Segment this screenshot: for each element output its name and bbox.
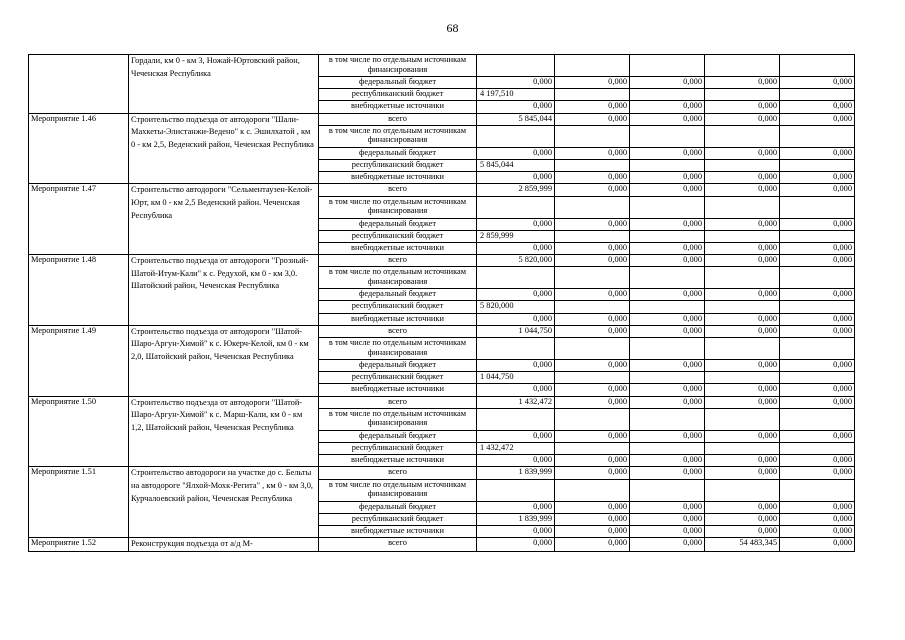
funding-source: федеральный бюджет [319, 77, 477, 89]
amount-cell: 0,000 [705, 172, 780, 184]
funding-source: федеральный бюджет [319, 218, 477, 230]
event-description: Строительство автодороги "Сельментаузен-Келой-Юрт, км 0 - км 2,5 Веденский район. Чеченская Республика [129, 184, 319, 255]
amount-cell [705, 159, 780, 171]
amount-cell [705, 479, 780, 501]
funding-source: республиканский бюджет [319, 513, 477, 525]
page-number: 68 [446, 21, 459, 35]
amount-cell [705, 55, 780, 77]
funding-source: в том числе по отдельным источникам финансирования [319, 338, 477, 360]
amount-cell: 0,000 [630, 360, 705, 372]
amount-cell: 4 197,510 [477, 89, 555, 101]
amount-cell: 0,000 [780, 384, 855, 396]
amount-cell [555, 408, 630, 430]
funding-source: внебюджетные источники [319, 384, 477, 396]
amount-cell: 0,000 [705, 255, 780, 267]
funding-source: внебюджетные источники [319, 242, 477, 254]
amount-cell: 0,000 [630, 430, 705, 442]
amount-cell [705, 301, 780, 313]
funding-source: в том числе по отдельным источникам финансирования [319, 55, 477, 77]
amount-cell [555, 442, 630, 454]
amount-cell: 0,000 [477, 501, 555, 513]
amount-cell: 0,000 [780, 396, 855, 408]
amount-cell [477, 338, 555, 360]
amount-cell: 0,000 [555, 396, 630, 408]
amount-cell: 0,000 [555, 255, 630, 267]
amount-cell: 0,000 [780, 313, 855, 325]
amount-cell: 0,000 [705, 360, 780, 372]
amount-cell [780, 159, 855, 171]
table-row [29, 184, 855, 196]
amount-cell: 0,000 [555, 525, 630, 537]
amount-cell: 0,000 [477, 147, 555, 159]
amount-cell: 0,000 [477, 218, 555, 230]
funding-source: в том числе по отдельным источникам финансирования [319, 267, 477, 289]
amount-cell: 0,000 [555, 313, 630, 325]
amount-cell [555, 338, 630, 360]
amount-cell: 0,000 [780, 218, 855, 230]
amount-cell: 0,000 [780, 525, 855, 537]
amount-cell: 0,000 [780, 360, 855, 372]
amount-cell: 0,000 [477, 455, 555, 467]
amount-cell [780, 89, 855, 101]
amount-cell: 0,000 [705, 467, 780, 479]
event-description: Строительство подъезда от автодороги "Шали-Махкеты-Элистанжи-Ведено" к с. Эшилхатой , км 0 - км 2,5, Веденский район, Чеченская Республика [129, 113, 319, 184]
funding-source: внебюджетные источники [319, 172, 477, 184]
event-label: Мероприятие 1.46 [29, 113, 129, 184]
amount-cell [780, 442, 855, 454]
amount-cell [555, 301, 630, 313]
funding-table [28, 54, 855, 552]
amount-cell: 0,000 [705, 101, 780, 113]
amount-cell [555, 196, 630, 218]
amount-cell: 0,000 [477, 360, 555, 372]
amount-cell: 0,000 [780, 513, 855, 525]
amount-cell: 0,000 [630, 325, 705, 337]
funding-source: в том числе по отдельным источникам финансирования [319, 196, 477, 218]
amount-cell: 0,000 [630, 501, 705, 513]
amount-cell [555, 159, 630, 171]
funding-source: всего [319, 184, 477, 196]
amount-cell [630, 479, 705, 501]
amount-cell: 0,000 [630, 455, 705, 467]
amount-cell [630, 159, 705, 171]
amount-cell [705, 230, 780, 242]
event-label: Мероприятие 1.51 [29, 467, 129, 538]
table-row [29, 538, 855, 552]
amount-cell: 0,000 [477, 289, 555, 301]
funding-source: республиканский бюджет [319, 89, 477, 101]
amount-cell [477, 408, 555, 430]
amount-cell: 0,000 [477, 101, 555, 113]
amount-cell: 0,000 [477, 384, 555, 396]
amount-cell [780, 267, 855, 289]
amount-cell [705, 442, 780, 454]
funding-source: в том числе по отдельным источникам финансирования [319, 408, 477, 430]
amount-cell [555, 125, 630, 147]
amount-cell: 0,000 [705, 289, 780, 301]
amount-cell: 0,000 [780, 147, 855, 159]
funding-source: в том числе по отдельным источникам финансирования [319, 125, 477, 147]
amount-cell: 0,000 [477, 172, 555, 184]
amount-cell: 0,000 [705, 113, 780, 125]
amount-cell: 0,000 [555, 360, 630, 372]
amount-cell: 0,000 [477, 538, 555, 552]
amount-cell: 0,000 [780, 101, 855, 113]
amount-cell: 0,000 [705, 513, 780, 525]
amount-cell: 0,000 [555, 430, 630, 442]
amount-cell: 5 845,044 [477, 159, 555, 171]
amount-cell: 0,000 [780, 255, 855, 267]
event-label: Мероприятие 1.52 [29, 538, 129, 552]
amount-cell [630, 267, 705, 289]
funding-source: внебюджетные источники [319, 313, 477, 325]
amount-cell [780, 408, 855, 430]
amount-cell: 0,000 [477, 430, 555, 442]
amount-cell [705, 338, 780, 360]
amount-cell: 0,000 [780, 501, 855, 513]
amount-cell [705, 89, 780, 101]
amount-cell: 1 044,750 [477, 325, 555, 337]
amount-cell: 0,000 [630, 467, 705, 479]
amount-cell: 0,000 [555, 77, 630, 89]
amount-cell: 0,000 [705, 501, 780, 513]
amount-cell: 0,000 [555, 101, 630, 113]
amount-cell: 1 839,999 [477, 513, 555, 525]
amount-cell [630, 301, 705, 313]
amount-cell: 0,000 [705, 384, 780, 396]
amount-cell: 0,000 [555, 513, 630, 525]
funding-source: внебюджетные источники [319, 455, 477, 467]
amount-cell: 5 820,000 [477, 301, 555, 313]
amount-cell: 0,000 [705, 455, 780, 467]
amount-cell: 0,000 [630, 289, 705, 301]
amount-cell [780, 372, 855, 384]
amount-cell: 0,000 [705, 184, 780, 196]
amount-cell [555, 230, 630, 242]
event-description: Гордали, км 0 - км 3, Ножай-Юртовский район, Чеченская Республика [129, 55, 319, 114]
amount-cell [630, 125, 705, 147]
amount-cell: 0,000 [555, 113, 630, 125]
amount-cell [555, 372, 630, 384]
amount-cell: 0,000 [555, 538, 630, 552]
amount-cell: 0,000 [477, 77, 555, 89]
amount-cell: 0,000 [630, 218, 705, 230]
event-description: Строительство подъезда от автодороги "Шатой-Шаро-Аргун-Химой" к с. Юкерч-Келой, км 0 - км 2,0, Шатойский район, Чеченская Республика [129, 325, 319, 396]
amount-cell: 5 845,044 [477, 113, 555, 125]
funding-source: федеральный бюджет [319, 430, 477, 442]
amount-cell [555, 267, 630, 289]
amount-cell [477, 196, 555, 218]
amount-cell: 0,000 [630, 184, 705, 196]
event-label: Мероприятие 1.49 [29, 325, 129, 396]
amount-cell [705, 267, 780, 289]
funding-source: республиканский бюджет [319, 230, 477, 242]
amount-cell: 1 432,472 [477, 442, 555, 454]
amount-cell: 0,000 [780, 538, 855, 552]
amount-cell: 0,000 [780, 77, 855, 89]
funding-source: всего [319, 255, 477, 267]
amount-cell: 0,000 [555, 242, 630, 254]
amount-cell [705, 196, 780, 218]
funding-source: федеральный бюджет [319, 147, 477, 159]
amount-cell: 0,000 [555, 467, 630, 479]
amount-cell [630, 89, 705, 101]
amount-cell: 0,000 [555, 501, 630, 513]
amount-cell: 54 483,345 [705, 538, 780, 552]
amount-cell [630, 196, 705, 218]
table-row [29, 325, 855, 337]
table-row [29, 255, 855, 267]
amount-cell: 0,000 [477, 525, 555, 537]
amount-cell [477, 479, 555, 501]
event-label: Мероприятие 1.47 [29, 184, 129, 255]
amount-cell: 0,000 [555, 184, 630, 196]
amount-cell: 0,000 [705, 525, 780, 537]
amount-cell: 0,000 [705, 313, 780, 325]
amount-cell [780, 125, 855, 147]
funding-source: федеральный бюджет [319, 501, 477, 513]
amount-cell [477, 267, 555, 289]
amount-cell [705, 408, 780, 430]
amount-cell [780, 55, 855, 77]
amount-cell: 0,000 [630, 513, 705, 525]
funding-source: республиканский бюджет [319, 159, 477, 171]
amount-cell: 0,000 [555, 147, 630, 159]
amount-cell: 0,000 [477, 313, 555, 325]
amount-cell: 0,000 [705, 77, 780, 89]
amount-cell: 0,000 [705, 147, 780, 159]
amount-cell [555, 89, 630, 101]
funding-source: федеральный бюджет [319, 289, 477, 301]
amount-cell: 2 859,999 [477, 230, 555, 242]
amount-cell: 0,000 [705, 430, 780, 442]
amount-cell: 0,000 [780, 289, 855, 301]
event-description: Строительство подъезда от автодороги "Грозный-Шатой-Итум-Кали" к с. Редухой, км 0 - км 3,0. Шатойский район, Чеченская Республика [129, 255, 319, 326]
amount-cell: 0,000 [780, 172, 855, 184]
amount-cell [630, 55, 705, 77]
amount-cell: 0,000 [705, 242, 780, 254]
amount-cell: 0,000 [780, 113, 855, 125]
amount-cell: 0,000 [705, 218, 780, 230]
amount-cell [630, 338, 705, 360]
event-description: Реконструкция подъезда от а/д М- [129, 538, 319, 552]
amount-cell: 0,000 [780, 430, 855, 442]
amount-cell: 0,000 [630, 396, 705, 408]
funding-source: всего [319, 113, 477, 125]
amount-cell: 0,000 [630, 538, 705, 552]
funding-source: внебюджетные источники [319, 101, 477, 113]
amount-cell: 0,000 [630, 525, 705, 537]
table-row [29, 467, 855, 479]
amount-cell [630, 372, 705, 384]
amount-cell [630, 230, 705, 242]
amount-cell [705, 372, 780, 384]
funding-source: всего [319, 538, 477, 552]
amount-cell: 0,000 [555, 455, 630, 467]
amount-cell: 0,000 [780, 184, 855, 196]
amount-cell [780, 479, 855, 501]
amount-cell: 0,000 [630, 172, 705, 184]
amount-cell: 0,000 [555, 172, 630, 184]
funding-source: всего [319, 467, 477, 479]
event-label [29, 55, 129, 114]
amount-cell: 0,000 [630, 242, 705, 254]
amount-cell: 0,000 [630, 113, 705, 125]
amount-cell: 0,000 [630, 384, 705, 396]
amount-cell: 5 820,000 [477, 255, 555, 267]
amount-cell: 0,000 [555, 384, 630, 396]
amount-cell: 0,000 [780, 467, 855, 479]
event-description: Строительство автодороги на участке до с. Бельты на автодороге "Ялхой-Мохк-Регита" , км 0 - км 3,0, Курчалоевский район, Чеченская Республика [129, 467, 319, 538]
amount-cell: 0,000 [555, 218, 630, 230]
amount-cell [780, 338, 855, 360]
event-label: Мероприятие 1.50 [29, 396, 129, 467]
amount-cell: 0,000 [630, 101, 705, 113]
amount-cell [705, 125, 780, 147]
amount-cell [555, 479, 630, 501]
amount-cell: 0,000 [630, 255, 705, 267]
funding-source: внебюджетные источники [319, 525, 477, 537]
amount-cell: 0,000 [477, 242, 555, 254]
funding-source: всего [319, 396, 477, 408]
amount-cell [780, 196, 855, 218]
amount-cell [477, 125, 555, 147]
amount-cell: 1 432,472 [477, 396, 555, 408]
amount-cell: 0,000 [555, 325, 630, 337]
amount-cell: 0,000 [705, 325, 780, 337]
event-label: Мероприятие 1.48 [29, 255, 129, 326]
amount-cell [477, 55, 555, 77]
amount-cell [780, 230, 855, 242]
table-row [29, 55, 855, 77]
funding-source: федеральный бюджет [319, 360, 477, 372]
funding-source: республиканский бюджет [319, 372, 477, 384]
amount-cell [630, 408, 705, 430]
amount-cell [555, 55, 630, 77]
amount-cell: 1 044,750 [477, 372, 555, 384]
amount-cell: 0,000 [555, 289, 630, 301]
amount-cell [630, 442, 705, 454]
funding-source: в том числе по отдельным источникам финансирования [319, 479, 477, 501]
amount-cell: 2 859,999 [477, 184, 555, 196]
amount-cell [780, 301, 855, 313]
funding-source: республиканский бюджет [319, 301, 477, 313]
amount-cell: 0,000 [630, 313, 705, 325]
amount-cell: 0,000 [780, 325, 855, 337]
funding-source: республиканский бюджет [319, 442, 477, 454]
amount-cell: 0,000 [780, 242, 855, 254]
funding-source: всего [319, 325, 477, 337]
amount-cell: 0,000 [630, 77, 705, 89]
amount-cell: 0,000 [630, 147, 705, 159]
amount-cell: 0,000 [780, 455, 855, 467]
table-row [29, 113, 855, 125]
amount-cell: 1 839,999 [477, 467, 555, 479]
event-description: Строительство подъезда от автодороги "Шатой-Шаро-Аргун-Химой" к с. Марш-Кали, км 0 - км 1,2, Шатойский район, Чеченская Республика [129, 396, 319, 467]
table-row [29, 396, 855, 408]
amount-cell: 0,000 [705, 396, 780, 408]
